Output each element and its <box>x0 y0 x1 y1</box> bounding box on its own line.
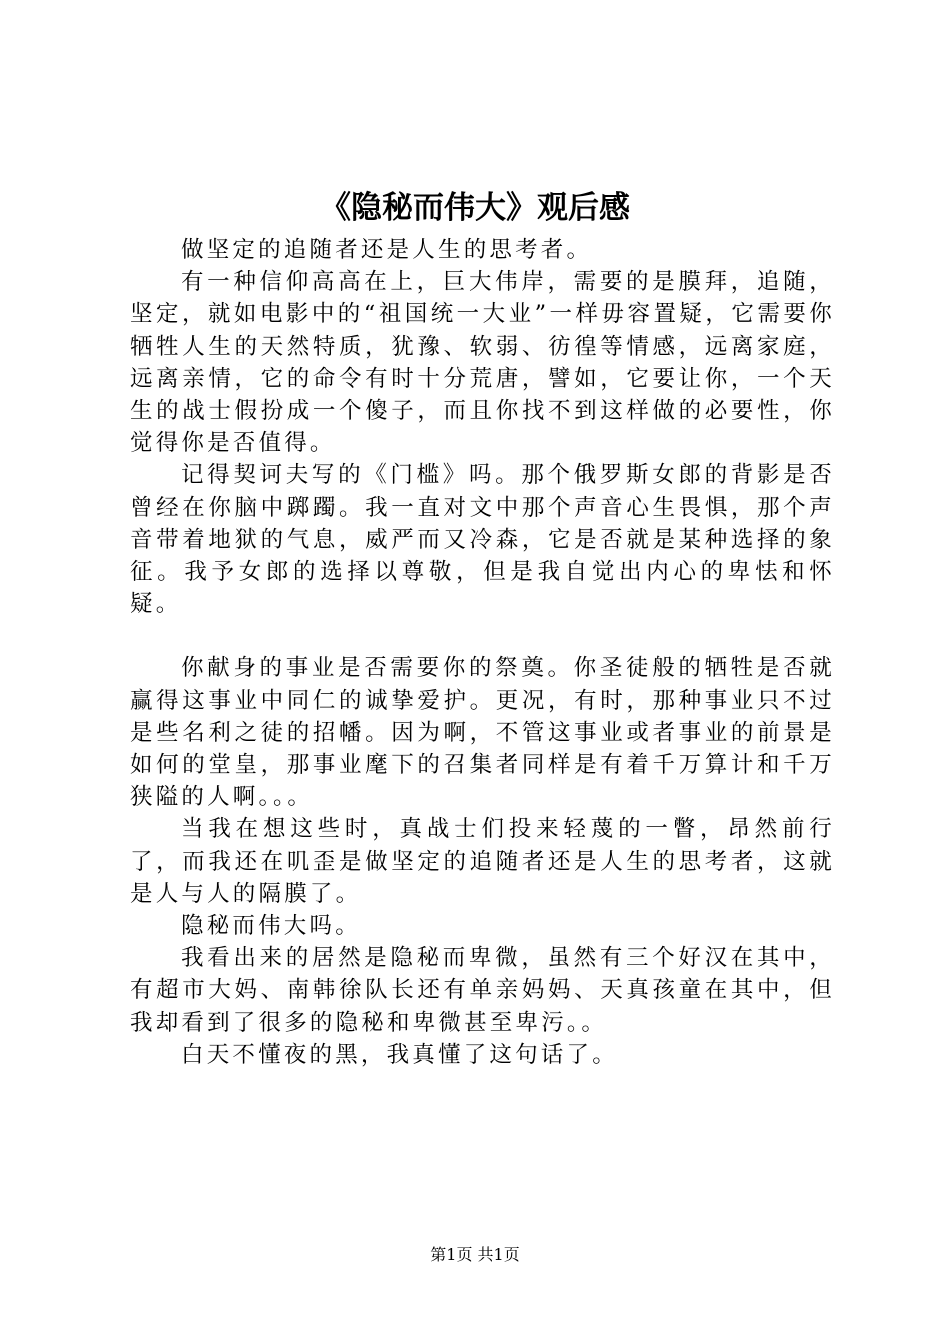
paragraph-1: 做坚定的追随者还是人生的思考者。 <box>181 237 593 263</box>
page-number-footer: 第1页 共1页 <box>430 1245 520 1264</box>
paragraph-4: 你献身的事业是否需要你的祭奠。你圣徒般的牺牲是否就赢得这事业中同仁的诚挚爱护。更况，有时，那种事业只不过是些名利之徒的招幡。因为啊，不管这事业或者事业的前景是如何的堂皇，那事业麾下的召集者同样是有着千万算计和千万狭隘的人啊。。。 <box>130 655 835 811</box>
paragraph-2: 有一种信仰高高在上，巨大伟岸，需要的是膜拜，追随，坚定，就如电影中的“祖国统一大业”一样毋容置疑，它需要你牺牲人生的天然特质，犹豫、软弱、彷徨等情感，远离家庭，远离亲情，它的命令有时十分荒唐，譬如，它要让你，一个天生的战士假扮成一个傻子，而且你找不到这样做的必要性，你觉得你是否值得。 <box>130 269 835 457</box>
paragraph-7: 我看出来的居然是隐秘而卑微，虽然有三个好汉在其中，有超市大妈、南韩徐队长还有单亲妈妈、天真孩童在其中，但我却看到了很多的隐秘和卑微甚至卑污。。 <box>130 945 835 1036</box>
document-title: 《隐秘而伟大》观后感 <box>320 190 630 226</box>
paragraph-6: 隐秘而伟大吗。 <box>181 913 361 940</box>
paragraph-8: 白天不懂夜的黑，我真懂了这句话了。 <box>181 1041 618 1068</box>
paragraph-3: 记得契诃夫写的《门槛》吗。那个俄罗斯女郎的背影是否曾经在你脑中踯躅。我一直对文中那个声音心生畏惧，那个声音带着地狱的气息，威严而又冷森，它是否就是某种选择的象征。我予女郎的选择以尊敬，但是我自觉出内心的卑怯和怀疑。 <box>130 462 835 618</box>
document-body <box>130 234 835 1071</box>
paragraph-5: 当我在想这些时，真战士们投来轻蔑的一瞥，昂然前行了，而我还在叽歪是做坚定的追随者还是人生的思考者，这就是人与人的隔膜了。 <box>130 816 835 907</box>
